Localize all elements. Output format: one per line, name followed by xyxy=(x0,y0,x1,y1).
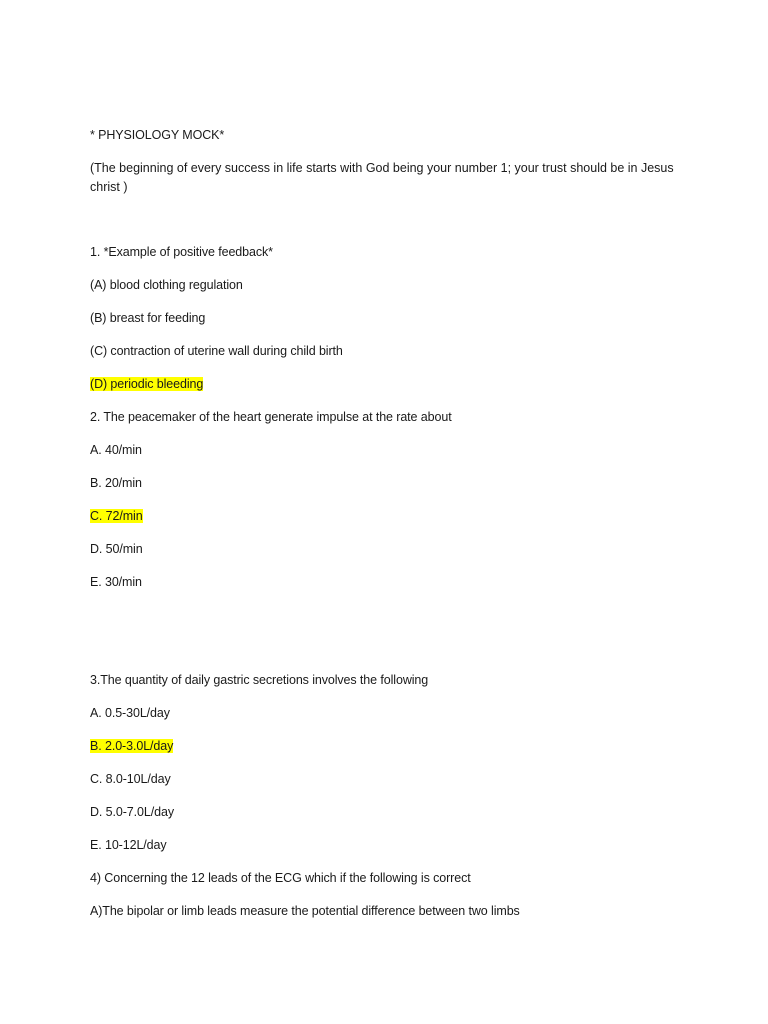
q2-option-a xyxy=(90,442,142,459)
q1-option-a xyxy=(90,277,243,294)
q1-option-c xyxy=(90,343,343,360)
q4-option-a xyxy=(90,903,520,920)
option-text: A)The bipolar or limb leads measure the potential difference between two limbs xyxy=(90,904,520,918)
q2-option-c xyxy=(90,508,143,525)
q1-question: 1. *Example of positive feedback* xyxy=(90,245,273,259)
q2-question: 2. The peacemaker of the heart generate impulse at the rate about xyxy=(90,410,452,424)
highlighted-answer: B. 2.0-3.0L/day xyxy=(90,739,174,753)
q1-option-b xyxy=(90,310,205,327)
q3-question: 3.The quantity of daily gastric secretions involves the following xyxy=(90,673,429,687)
option-text: D. 50/min xyxy=(90,542,143,556)
option-text: A. 0.5-30L/day xyxy=(90,706,170,720)
doc-title: * PHYSIOLOGY MOCK* xyxy=(90,128,225,142)
option-text: E. 30/min xyxy=(90,575,142,589)
q4-question: 4) Concerning the 12 leads of the ECG which if the following is correct xyxy=(90,871,471,885)
q1-option-d xyxy=(90,376,203,393)
highlighted-answer: C. 72/min xyxy=(90,509,143,523)
highlighted-answer: (D) periodic bleeding xyxy=(90,377,204,391)
option-text: (B) breast for feeding xyxy=(90,311,206,325)
option-text: E. 10-12L/day xyxy=(90,838,167,852)
q3-option-e xyxy=(90,837,167,854)
q3-option-b xyxy=(90,738,173,755)
option-text: (A) blood clothing regulation xyxy=(90,278,243,292)
option-text: B. 20/min xyxy=(90,476,142,490)
q3-option-d xyxy=(90,804,174,821)
option-text: (C) contraction of uterine wall during child birth xyxy=(90,344,343,358)
doc-intro: (The beginning of every success in life starts with God being your number 1; your trust should be in Jesus christ ) xyxy=(90,161,674,194)
q2-option-b xyxy=(90,475,142,492)
option-text: C. 8.0-10L/day xyxy=(90,772,171,786)
option-text: A. 40/min xyxy=(90,443,142,457)
q2-option-d xyxy=(90,541,143,558)
q3-option-a xyxy=(90,705,170,722)
q2-option-e xyxy=(90,574,142,591)
q3-option-c xyxy=(90,771,171,788)
option-text: D. 5.0-7.0L/day xyxy=(90,805,174,819)
